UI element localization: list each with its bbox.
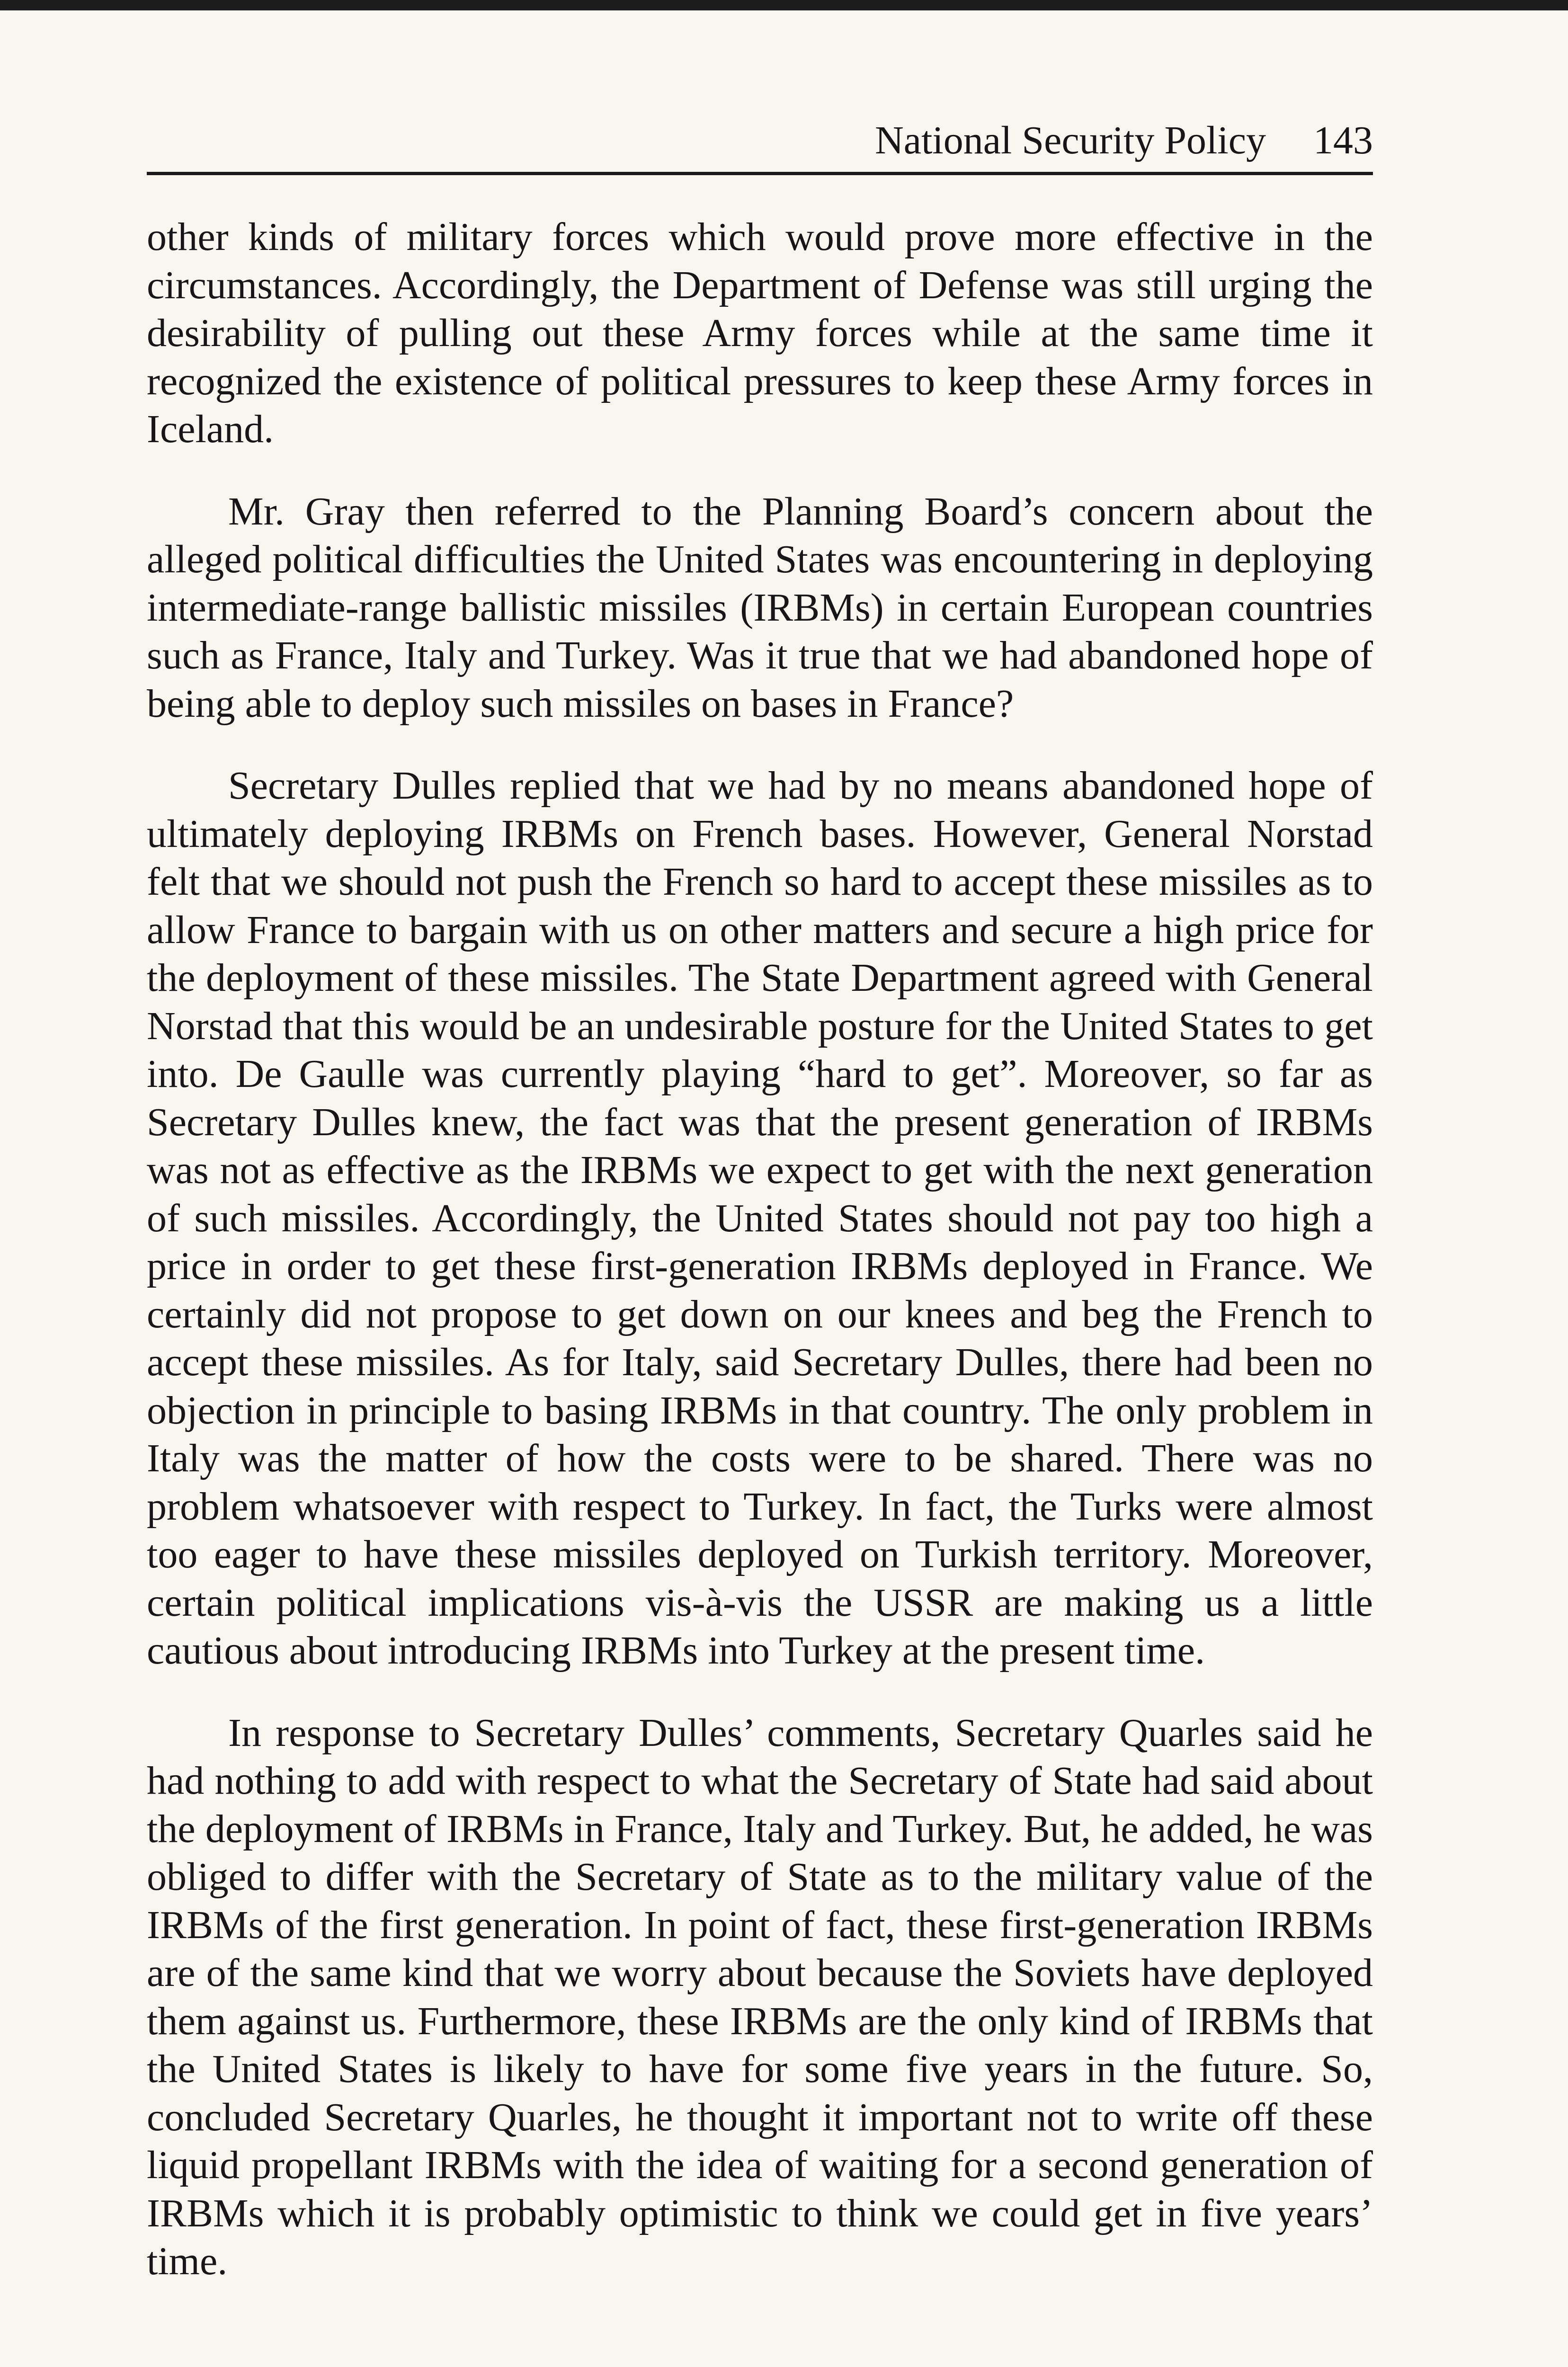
page-number: 143 [1313, 118, 1373, 162]
page-top-edge [0, 0, 1568, 10]
body-text [147, 213, 1373, 2320]
running-head [147, 114, 1373, 175]
paragraph-quarles-response: In response to Secretary Dulles’ comments, Secretary Quarles said he had nothing to add with respect to what the Secretary of State had said about the deployment of IRBMs in France, Italy and Turkey. But, he added, he was obliged to differ with the Secretary of State as to the military value of the IRBMs of the first generation. In point of fact, these first-generation IRBMs are of the same kind that we worry about because the Soviets have deployed them against us. Furthermore, these IRBMs are the only kind of IRBMs that the United States is likely to have for some five years in the future. So, concluded Secretary Quarles, he thought it important not to write off these liquid propellant IRBMs with the idea of waiting for a second generation of IRBMs which it is probably optimistic to think we could get in five years’ time. [147, 1710, 1373, 2283]
running-head-title: National Security Policy [875, 118, 1266, 162]
paragraph-continuation: other kinds of military forces which would prove more effective in the circumstances. Accordingly, the Department of Defense was still urging the desirability of pulling out these Army forces while at the same time it recognized the existence of political pressures to keep these Army forces in Iceland. [147, 215, 1373, 451]
paragraph-dulles-reply: Secretary Dulles replied that we had by no means abandoned hope of ultimately deploying IRBMs on French bases. However, General Norstad felt that we should not push the French so hard to accept these missiles as to allow France to bargain with us on other matters and secure a high price for the deployment of these missiles. The State Department agreed with General Norstad that this would be an undesirable posture for the United States to get into. De Gaulle was currently playing “hard to get”. Moreover, so far as Secretary Dulles knew, the fact was that the present generation of IRBMs was not as effective as the IRBMs we expect to get with the next generation of such missiles. Accordingly, the United States should not pay too high a price in order to get these first-generation IRBMs deployed in France. We certainly did not propose to get down on our knees and beg the French to accept these missiles. As for Italy, said Secretary Dulles, there had been no objection in principle to basing IRBMs in that country. The only problem in Italy was the matter of how the costs were to be shared. There was no problem whatsoever with respect to Turkey. In fact, the Turks were almost too eager to have these missiles deployed on Turkish territory. Moreover, certain political implications vis-à-vis the USSR are making us a little cautious about introducing IRBMs into Turkey at the present time. [147, 764, 1373, 1673]
paragraph-gray-irbm-question: Mr. Gray then referred to the Planning Board’s concern about the alleged political difficulties the United States was encountering in deploying intermediate-range ballistic missiles (IRBMs) in certain European countries such as France, Italy and Turkey. Was it true that we had abandoned hope of being able to deploy such missiles on bases in France? [147, 489, 1373, 726]
